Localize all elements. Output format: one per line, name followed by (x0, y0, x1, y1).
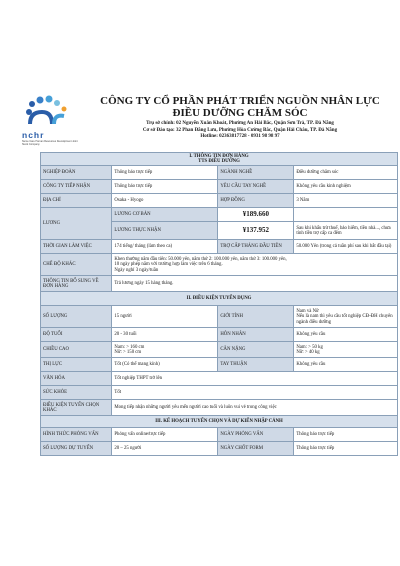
label-nganh-nghe: NGÀNH NGHỀ (218, 166, 294, 180)
value-nganh-nghe: Điều dưỡng chăm sóc (294, 166, 398, 180)
chieu-cao-nam: Nam: > 160 cm (114, 344, 145, 350)
value-che-do (112, 254, 398, 276)
value-do-tuoi: 20 - 30 tuổi (112, 328, 218, 342)
value-yeu-cau: Không yêu cầu kinh nghiệm (294, 180, 398, 194)
label-luong-co-ban: LƯƠNG CƠ BẢN (112, 208, 218, 222)
value-xuat-canh: Thông báo trực tiếp (294, 442, 398, 456)
value-hinh-thuc: Phỏng vấn online/trực tiếp (112, 428, 218, 442)
label-luong: LƯƠNG (41, 208, 112, 240)
company-hq: Trụ sở chính: 02 Nguyễn Xuân Khoát, Phường An Hải Bắc, Quận Sơn Trà, TP. Đà Nẵng (146, 121, 334, 126)
company-hotline: Hotline: 02363817728 - 0931 98 98 97 (200, 134, 280, 139)
label-suc-khoe: SỨC KHỎE (41, 386, 112, 400)
label-luong-thuc-nhan: LƯƠNG THỰC NHẬN (112, 222, 218, 240)
company-training: Cơ sở Đào tạo: 32 Phan Đăng Lưu, Phường Hòa Cường Bắc, Quận Hải Châu, TP. Đà Nẵng (142, 127, 338, 133)
label-che-do: CHẾ ĐỘ KHÁC (41, 254, 112, 276)
section-title: I. THÔNG TIN ĐƠN HÀNG (189, 154, 249, 159)
company-name: CÔNG TY CỔ PHẦN PHÁT TRIỂN NGUỒN NHÂN LỰC (100, 95, 380, 107)
value-luong-note: Sau khi khấu trừ thuế, bảo hiểm, tiền nhà..., chưa tính tiền trợ cấp ca đêm (294, 222, 398, 240)
company-info (85, 96, 395, 141)
gioi-tinh-line-2: Nếu là nam thì yêu cầu tốt nghiệp CĐ-ĐH chuyên ngành điều dưỡng (296, 314, 393, 325)
label-so-luong-du-tuyen: SỐ LƯỢNG DỰ TUYỂN (41, 442, 112, 456)
label-bo-sung: THÔNG TIN BỔ SUNG VỀ ĐƠN HÀNG (41, 276, 112, 292)
can-nang-nu: Nữ: > 40 kg (296, 349, 320, 355)
label-nghiep-doan: NGHIỆP ĐOÀN (41, 166, 112, 180)
value-nghiep-doan: Thông báo trực tiếp (112, 166, 218, 180)
value-dieu-kien: Mong tiếp nhận những người yêu mến người cao tuổi và luôn vui vẻ trong công việc (112, 400, 398, 416)
label-tay-thuan: TAY THUẬN (218, 358, 294, 372)
label-do-tuoi: ĐỘ TUỔI (41, 328, 112, 342)
value-can-nang (294, 342, 398, 358)
company-logo-icon (22, 94, 82, 134)
value-gioi-tinh (294, 306, 398, 328)
label-yeu-cau: YÊU CẦU TAY NGHỀ (218, 180, 294, 194)
label-tro-cap: TRỢ CẤP THÁNG ĐẦU TIÊN (218, 240, 294, 254)
label-xuat-canh: NGÀY CHỐT FORM (218, 442, 294, 456)
che-do-line-1: Khen thưởng năm đầu tiên: 50.000 yên, năm thứ 2: 100.000 yên, năm thứ 3: 100.000 yên, (114, 257, 287, 263)
label-thi-luc: THỊ LỰC (41, 358, 112, 372)
value-luong-thuc-nhan: ¥137.952 (218, 222, 294, 240)
label-ngay-pv: NGÀY PHỎNG VẤN (218, 428, 294, 442)
label-hon-nhan: HÔN NHÂN (218, 328, 294, 342)
section-order-info (41, 153, 398, 166)
chieu-cao-nu: Nữ: > 150 cm (114, 349, 142, 355)
label-thoi-gian: THỜI GIAN LÀM VIỆC (41, 240, 112, 254)
company-name-2: ĐIỀU DƯỠNG CHĂM SÓC (172, 107, 308, 119)
label-dia-chi: ĐỊA CHỈ (41, 194, 112, 208)
label-cong-ty: CÔNG TY TIẾP NHẬN (41, 180, 112, 194)
section-plan: III. KẾ HOẠCH TUYỂN CHỌN VÀ DỰ KIẾN NHẬP CẢNH (41, 416, 398, 428)
value-hop-dong: 3 Năm (294, 194, 398, 208)
label-gioi-tinh: GIỚI TÍNH (218, 306, 294, 328)
label-so-luong: SỐ LƯỢNG (41, 306, 112, 328)
value-luong-co-ban: ¥189.660 (218, 208, 294, 222)
value-van-hoa: Tốt nghiệp THPT trở lên (112, 372, 398, 386)
value-chieu-cao (112, 342, 218, 358)
value-suc-khoe: Tốt (112, 386, 398, 400)
empty-cell (294, 208, 398, 222)
letterhead (0, 0, 400, 145)
can-nang-nam: Nam: > 50 kg (296, 344, 323, 350)
value-tro-cap: 50.000 Yên (trong cả tuần phí sau khi bắt đầu tại) (294, 240, 398, 254)
label-hinh-thuc: HÌNH THỨC PHỎNG VẤN (41, 428, 112, 442)
label-can-nang: CÂN NẶNG (218, 342, 294, 358)
label-van-hoa: VĂN HÓA (41, 372, 112, 386)
logo-wordmark: nchr (22, 130, 45, 140)
che-do-line-3: Ngày nghỉ 3 ngày/tuần (114, 267, 159, 273)
value-tay-thuan: Không yêu cầu (294, 358, 398, 372)
section-subtitle: TTS ĐIỀU DƯỠNG (198, 159, 240, 165)
logo-tagline: Nurse Care Human Resources Development Joint Stock Company (22, 140, 78, 146)
label-chieu-cao: CHIỀU CAO (41, 342, 112, 358)
value-so-luong-du-tuyen: 20 – 25 người (112, 442, 218, 456)
value-bo-sung: Trả lương ngày 15 hàng tháng. (112, 276, 398, 292)
value-dia-chi: Osaka - Hyogo (112, 194, 218, 208)
value-thoi-gian: 174 tiếng/ tháng (làm theo ca) (112, 240, 218, 254)
che-do-line-2: 10 ngày phép năm với trường hợp làm việc trên 6 tháng. (114, 262, 223, 268)
order-form-table (40, 152, 398, 456)
label-hop-dong: HỢP ĐỒNG (218, 194, 294, 208)
value-cong-ty: Thông báo trực tiếp (112, 180, 218, 194)
value-ngay-pv: Thông báo trực tiếp (294, 428, 398, 442)
section-conditions: II. ĐIỀU KIỆN TUYỂN DỤNG (41, 292, 398, 306)
label-dieu-kien: ĐIỀU KIỆN TUYỂN CHỌN KHÁC (41, 400, 112, 416)
gioi-tinh-line-1: Nam và Nữ (296, 309, 319, 315)
value-thi-luc: Tốt (Có thể mang kính) (112, 358, 218, 372)
value-hon-nhan: Không yêu cầu (294, 328, 398, 342)
value-so-luong: 15 người (112, 306, 218, 328)
